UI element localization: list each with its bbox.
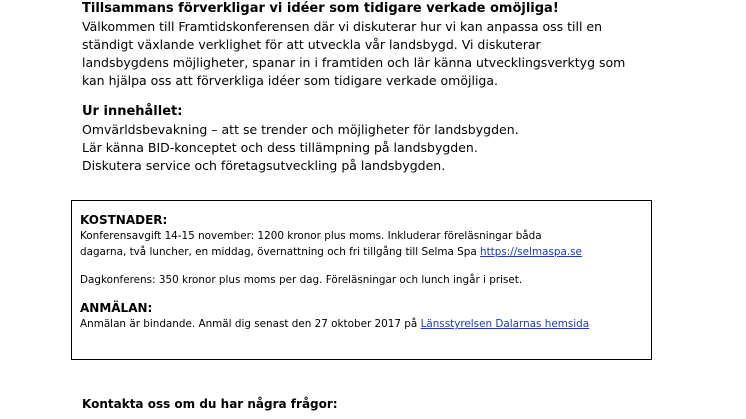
registration-heading: ANMÄLAN: <box>80 301 153 315</box>
content-heading: Ur innehållet: <box>82 104 183 119</box>
costs-heading: KOSTNADER: <box>80 213 168 227</box>
registration-text: Anmälan är bindande. Anmäl dig senast den 27 oktober 2017 på <box>80 318 421 330</box>
content-line: Lär känna BID-konceptet och dess tillämpning på landsbygden. <box>82 140 478 155</box>
lansstyrelsen-link[interactable]: Länsstyrelsen Dalarnas hemsida <box>420 318 590 330</box>
info-box <box>71 200 652 360</box>
content-line: Diskutera service och företagsutveckling på landsbygden. <box>82 158 446 173</box>
contact-heading: Kontakta oss om du har några frågor: <box>82 397 338 411</box>
costs-line <box>80 244 643 260</box>
selma-spa-link[interactable]: https://selmaspa.se <box>480 246 582 258</box>
intro-line: ständigt växlande verklighet för att utveckla vår landsbygd. Vi diskuterar <box>82 37 541 52</box>
costs-line-text: dagarna, två luncher, en middag, övernattning och fri tillgång till Selma Spa <box>80 246 481 258</box>
day-conference-line: Dagkonferens: 350 kronor plus moms per dag. Föreläsningar och lunch ingår i priset. <box>80 274 523 286</box>
intro-line: kan hjälpa oss att förverkliga idéer som tidigare verkade omöjliga. <box>82 73 498 88</box>
intro-line: landsbygdens möjligheter, spanar in i framtiden och lär känna utvecklingsverktyg som <box>82 55 626 70</box>
intro-line: Välkommen till Framtidskonferensen där vi diskuterar hur vi kan anpassa oss till en <box>82 19 603 34</box>
intro-section <box>82 0 682 90</box>
costs-line: Konferensavgift 14-15 november: 1200 kronor plus moms. Inkluderar föreläsningar båda <box>80 230 542 242</box>
intro-heading: Tillsammans förverkligar vi idéer som tidigare verkade omöjliga! <box>82 1 559 16</box>
registration-line <box>80 316 643 332</box>
content-section <box>82 103 682 175</box>
content-line: Omvärldsbevakning – att se trender och möjligheter för landsbygden. <box>82 122 519 137</box>
